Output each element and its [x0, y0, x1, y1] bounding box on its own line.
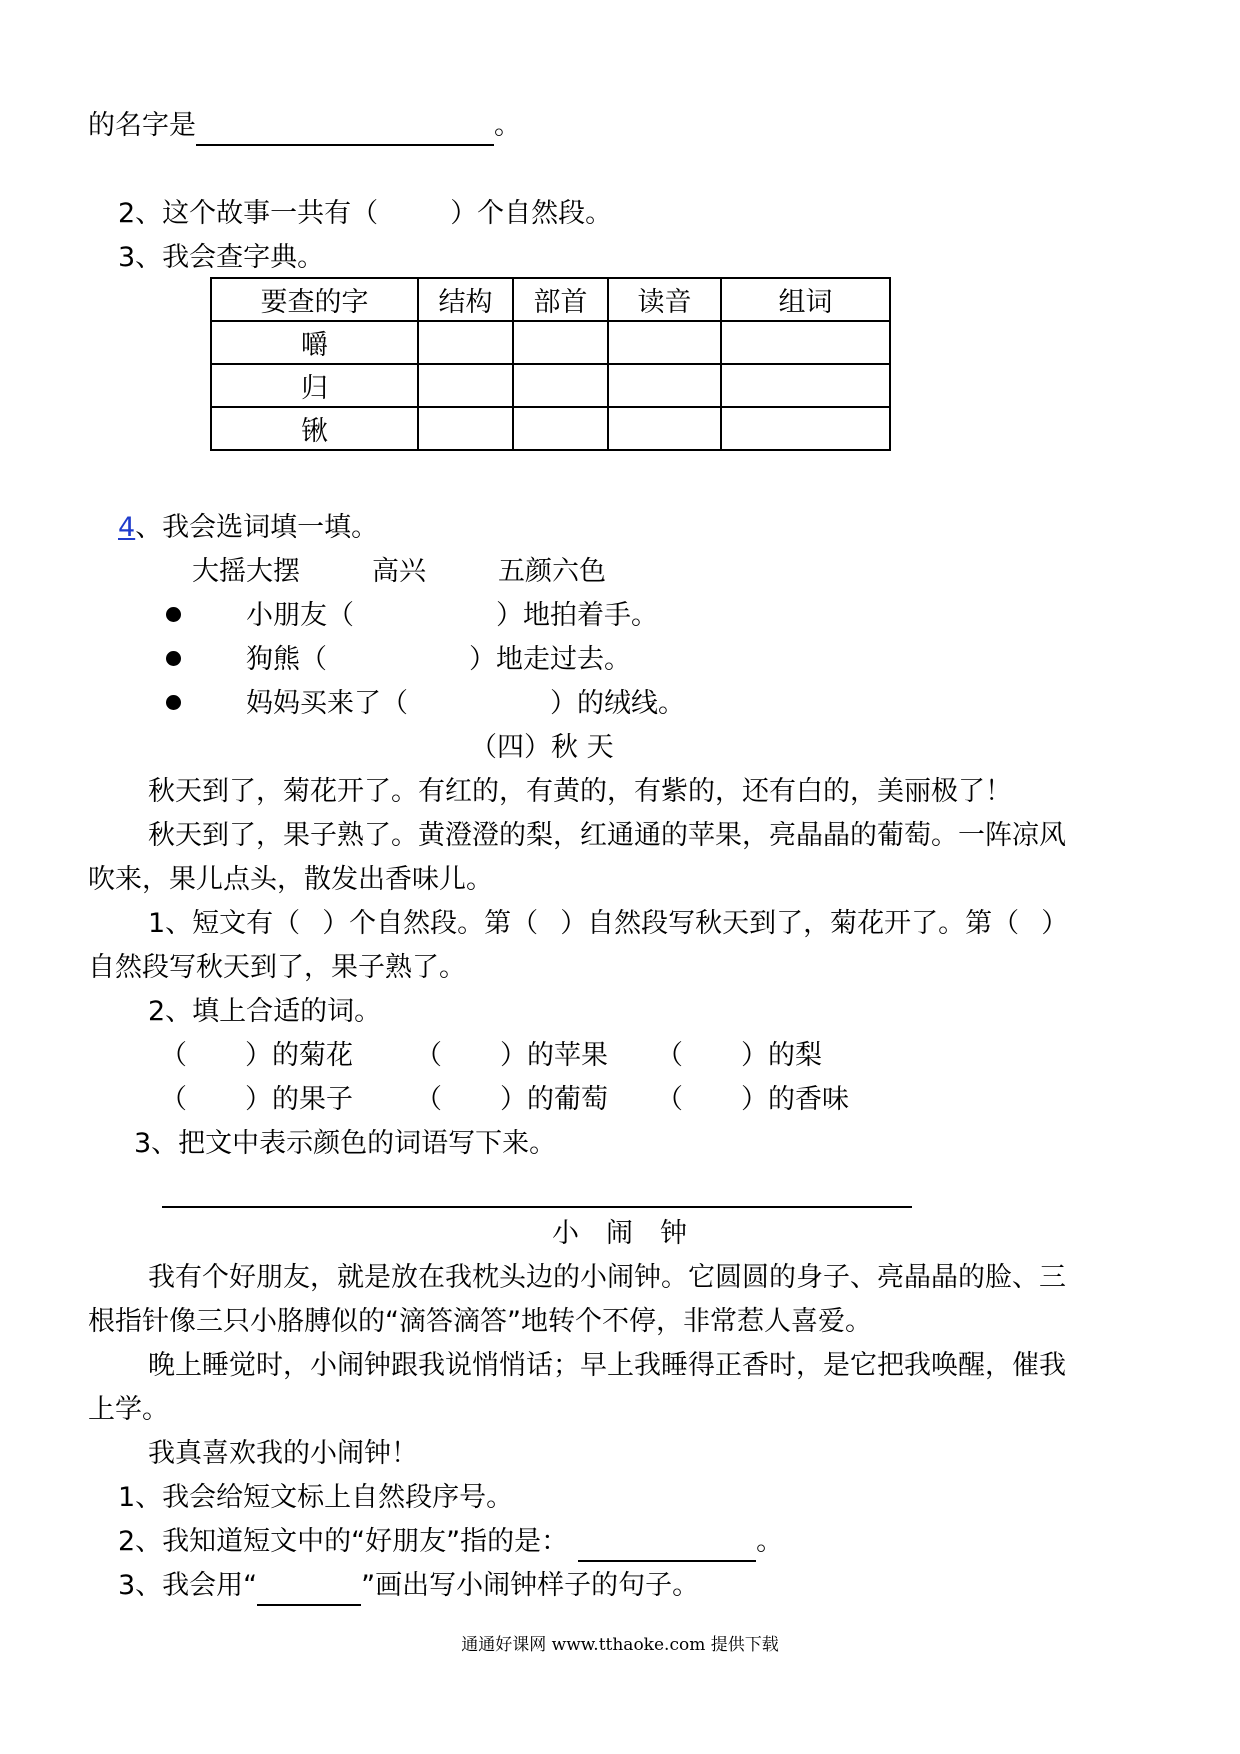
text: ”画出写小闹钟样子的句子。 [361, 1570, 700, 1601]
table-cell-blank[interactable] [513, 321, 608, 364]
table-cell-blank[interactable] [418, 364, 513, 407]
text: 。 [494, 110, 521, 141]
fill-item [246, 684, 685, 724]
question-3: 3、我会查字典。 [118, 242, 325, 273]
question-1-cont: 自然段写秋天到了，果子熟了。 [88, 952, 466, 983]
section-title: （四）秋 天 [470, 732, 614, 763]
text: （ [415, 1084, 442, 1115]
text: 小朋友（ [246, 600, 354, 631]
paragraph: 根指针像三只小胳膊似的“滴答滴答”地转个不停，非常惹人喜爱。 [88, 1306, 872, 1337]
table-cell-blank[interactable] [418, 407, 513, 450]
table-cell-char: 嚼 [211, 321, 418, 364]
answer-line-name [88, 106, 521, 146]
dictionary-table [210, 277, 891, 451]
table-header-cell: 要查的字 [211, 278, 418, 321]
text: 、我会选词填一填。 [135, 512, 379, 543]
table-cell-blank[interactable] [608, 364, 721, 407]
table-cell-blank[interactable] [721, 407, 890, 450]
table-cell-blank[interactable] [721, 364, 890, 407]
question-2 [118, 1522, 783, 1562]
text: 。 [756, 1526, 784, 1557]
text: ）的菊花 [245, 1040, 353, 1071]
text: ）个自然段。 [450, 198, 613, 229]
word-option: 五颜六色 [498, 556, 606, 587]
text: （ [160, 1040, 187, 1071]
text: ） [1041, 908, 1069, 939]
table-row [211, 364, 890, 407]
table-header-cell: 结构 [418, 278, 513, 321]
table-cell-blank[interactable] [513, 407, 608, 450]
text: ）自然段写秋天到了，菊花开了。第（ [560, 908, 1020, 939]
text: （ [656, 1040, 683, 1071]
text: ）的绒线。 [550, 688, 685, 719]
word-option: 大摇大摆 [192, 556, 300, 587]
paragraph: 我有个好朋友，就是放在我枕头边的小闹钟。它圆圆的身子、亮晶晶的脸、三 [148, 1262, 1066, 1293]
table-cell-blank[interactable] [721, 321, 890, 364]
question-4-link[interactable]: 4 [118, 512, 136, 543]
text: （ [160, 1084, 187, 1115]
table-row [211, 321, 890, 364]
table-row [211, 407, 890, 450]
question-3: 3、把文中表示颜色的词语写下来。 [134, 1128, 557, 1159]
table-cell-blank[interactable] [608, 407, 721, 450]
text: 2、我知道短文中的“好朋友”指的是： [118, 1526, 569, 1557]
paragraph: 吹来，果儿点头，散发出香味儿。 [88, 864, 493, 895]
answer-blank[interactable] [578, 1530, 756, 1562]
word-option: 高兴 [372, 556, 426, 587]
text: 妈妈买来了（ [246, 688, 408, 719]
answer-blank[interactable] [196, 114, 494, 146]
text: （ [415, 1040, 442, 1071]
table-header-row [211, 278, 890, 321]
table-header-cell: 读音 [608, 278, 721, 321]
section-title: 小 闹 钟 [552, 1218, 687, 1249]
fill-row [160, 1036, 822, 1076]
text: ）的果子 [245, 1084, 353, 1115]
question-1 [148, 904, 1068, 944]
answer-line[interactable] [162, 1206, 912, 1208]
question-2 [118, 194, 612, 234]
paragraph: 上学。 [88, 1394, 169, 1425]
paragraph: 秋天到了，菊花开了。有红的，有黄的，有紫的，还有白的，美丽极了！ [148, 776, 1012, 807]
text: ）的葡萄 [500, 1084, 608, 1115]
bullet-icon [166, 695, 181, 710]
underline-sample [257, 1574, 361, 1606]
text: （ [656, 1084, 683, 1115]
question-2: 2、填上合适的词。 [148, 996, 382, 1027]
table-header-cell: 部首 [513, 278, 608, 321]
question-3 [118, 1566, 699, 1606]
text: 的名字是 [88, 110, 196, 141]
fill-row [160, 1080, 849, 1120]
text: ）个自然段。第（ [322, 908, 539, 939]
fill-item [246, 640, 631, 680]
text: ）的梨 [741, 1040, 822, 1071]
text: ）地拍着手。 [496, 600, 658, 631]
table-cell-char: 锹 [211, 407, 418, 450]
text: 2、这个故事一共有（ [118, 198, 379, 229]
text: 狗熊（ [246, 644, 327, 675]
question-1: 1、我会给短文标上自然段序号。 [118, 1482, 514, 1513]
table-cell-char: 归 [211, 364, 418, 407]
table-cell-blank[interactable] [608, 321, 721, 364]
table-header-cell: 组词 [721, 278, 890, 321]
text: ）地走过去。 [469, 644, 631, 675]
paragraph: 晚上睡觉时，小闹钟跟我说悄悄话；早上我睡得正香时，是它把我唤醒，催我 [148, 1350, 1066, 1381]
text: ）的香味 [741, 1084, 849, 1115]
text: 3、我会用“ [118, 1570, 258, 1601]
question-4 [118, 508, 378, 548]
text: ）的苹果 [500, 1040, 608, 1071]
table-cell-blank[interactable] [513, 364, 608, 407]
paragraph: 我真喜欢我的小闹钟！ [148, 1438, 418, 1469]
text: 1、短文有（ [148, 908, 301, 939]
fill-item [246, 596, 658, 636]
table-cell-blank[interactable] [418, 321, 513, 364]
bullet-icon [166, 607, 181, 622]
bullet-icon [166, 651, 181, 666]
paragraph: 秋天到了，果子熟了。黄澄澄的梨，红通通的苹果，亮晶晶的葡萄。一阵凉风 [148, 820, 1066, 851]
footer: 通通好课网 www.tthaoke.com 提供下载 [461, 1635, 779, 1655]
word-bank [192, 552, 606, 592]
